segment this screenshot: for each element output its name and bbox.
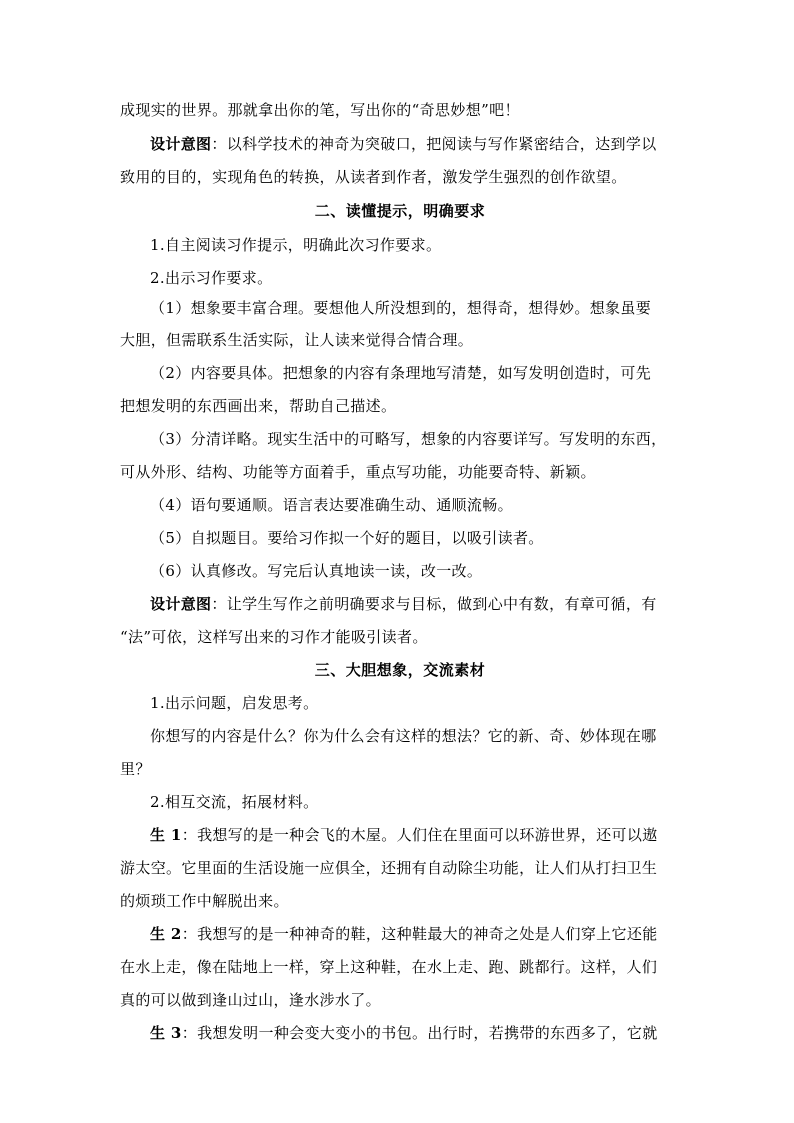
paragraph-line bbox=[120, 891, 680, 911]
paragraph-line bbox=[120, 396, 680, 416]
paragraph-line bbox=[120, 100, 680, 120]
paragraph-line bbox=[120, 858, 680, 878]
line-text: （3）分清详略。现实生活中的可略写，想象的内容要详写。写发明的东西， bbox=[150, 430, 667, 448]
line-text: ：以科学技术的神奇为突破口，把阅读与写作紧密结合，达到学以 bbox=[211, 135, 657, 153]
section-heading: 二、读懂提示，明确要求 bbox=[314, 202, 486, 220]
line-text: 2.相互交流，拓展材料。 bbox=[150, 793, 319, 811]
line-text: （5）自拟题目。要给习作拟一个好的题目，以吸引读者。 bbox=[150, 529, 544, 547]
line-text: （4）语句要通顺。语言表达要准确生动、通顺流畅。 bbox=[150, 496, 513, 514]
paragraph-line bbox=[150, 693, 680, 713]
paragraph-line bbox=[150, 363, 680, 383]
line-text: 的烦琐工作中解脱出来。 bbox=[120, 892, 289, 910]
paragraph-line bbox=[120, 990, 680, 1010]
line-text: 你想写的内容是什么？你为什么会有这样的想法？它的新、奇、妙体现在哪 bbox=[150, 727, 657, 745]
paragraph-line bbox=[120, 167, 680, 187]
paragraph-line bbox=[150, 528, 680, 548]
design-intent-label: 设计意图 bbox=[150, 595, 212, 613]
student-label: 生 1 bbox=[150, 826, 182, 844]
line-text: 游太空。它里面的生活设施一应俱全，还拥有自动除尘功能，让人们从打扫卫生 bbox=[120, 859, 658, 877]
line-text: 2.出示习作要求。 bbox=[150, 269, 273, 287]
paragraph-line bbox=[120, 462, 680, 482]
line-text: 真的可以做到逢山过山，逢水涉水了。 bbox=[120, 991, 381, 1009]
student-line bbox=[150, 825, 680, 845]
paragraph-line bbox=[150, 429, 680, 449]
line-text: 里？ bbox=[120, 760, 151, 778]
student-line bbox=[150, 924, 680, 944]
line-text: （6）认真修改。写完后认真地读一读，改一改。 bbox=[150, 562, 483, 580]
paragraph-line bbox=[150, 561, 680, 581]
paragraph-line bbox=[120, 759, 680, 779]
design-intent-label: 设计意图 bbox=[150, 135, 212, 153]
paragraph-line bbox=[120, 330, 680, 350]
section-heading: 三、大胆想象，交流素材 bbox=[314, 661, 486, 679]
line-text: ：让学生写作之前明确要求与目标，做到心中有数，有章可循，有 bbox=[211, 595, 657, 613]
line-text: （2）内容要具体。把想象的内容有条理地写清楚，如写发明创造时，可先 bbox=[150, 364, 652, 382]
paragraph-line bbox=[150, 235, 680, 255]
line-text: 可从外形、结构、功能等方面着手，重点写功能，功能要奇特、新颖。 bbox=[120, 463, 596, 481]
student-label: 生 2 bbox=[150, 925, 182, 943]
line-text: ：我想写的是一种神奇的鞋，这种鞋最大的神奇之处是人们穿上它还能 bbox=[181, 925, 658, 943]
line-text: （1）想象要丰富合理。要想他人所没想到的，想得奇，想得妙。想象虽要 bbox=[150, 299, 652, 317]
student-label: 生 3 bbox=[150, 1024, 182, 1042]
line-text: 成现实的世界。那就拿出你的笔，写出你的“奇思妙想”吧！ bbox=[120, 101, 520, 119]
paragraph-line bbox=[150, 298, 680, 318]
line-text: 致用的目的，实现角色的转换，从读者到作者，激发学生强烈的创作欲望。 bbox=[120, 168, 627, 186]
design-intent-line bbox=[150, 594, 680, 614]
paragraph-line bbox=[120, 957, 680, 977]
paragraph-line bbox=[150, 495, 680, 515]
design-intent-line bbox=[150, 134, 680, 154]
line-text: 把想发明的东西画出来，帮助自己描述。 bbox=[120, 397, 397, 415]
paragraph-line bbox=[150, 726, 680, 746]
line-text: “法”可依，这样写出来的习作才能吸引读者。 bbox=[120, 628, 428, 646]
student-line bbox=[150, 1023, 680, 1043]
line-text: 1.出示问题，启发思考。 bbox=[150, 694, 319, 712]
line-text: ：我想写的是一种会飞的木屋。人们住在里面可以环游世界，还可以遨 bbox=[181, 826, 658, 844]
line-text: 1.自主阅读习作提示，明确此次习作要求。 bbox=[150, 236, 442, 254]
paragraph-line bbox=[120, 627, 680, 647]
line-text: ：我想发明一种会变大变小的书包。出行时，若携带的东西多了，它就 bbox=[181, 1024, 658, 1042]
paragraph-line bbox=[150, 792, 680, 812]
paragraph-line bbox=[150, 268, 680, 288]
line-text: 在水上走，像在陆地上一样，穿上这种鞋，在水上走、跑、跳都行。这样，人们 bbox=[120, 958, 658, 976]
line-text: 大胆，但需联系生活实际，让人读来觉得合情合理。 bbox=[120, 331, 474, 349]
